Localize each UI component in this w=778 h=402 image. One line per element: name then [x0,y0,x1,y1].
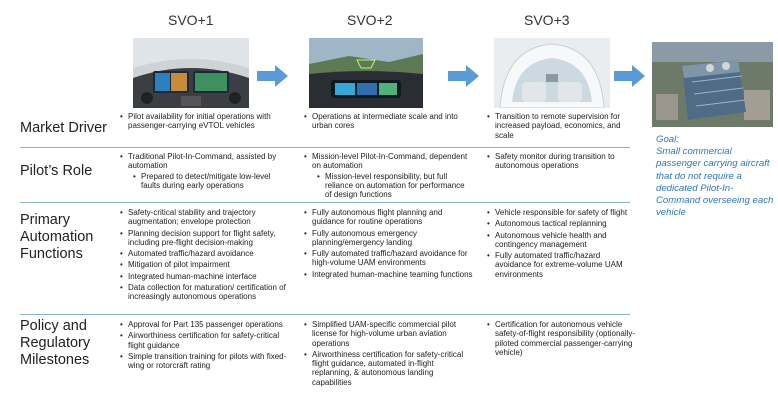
cell-policy-svo2 [303,320,473,389]
right-arrow-icon [448,64,480,93]
bullet-text: Fully autonomous emergency planning/emergency landing [312,228,417,247]
bullet-item [119,260,289,269]
bullet-text: Airworthiness certification for safety-critical flight guidance, automated in-flight replanning, & autonomous landing capabilities [312,349,464,387]
bullet-item [119,249,289,258]
row-label-pilots-role: Pilot’s Role [20,163,93,179]
sub-bullet-text: • Mission-level responsibility, but full reliance on automation for performance of design functions [316,172,473,200]
row-divider [20,147,630,148]
cell-market-driver-svo1 [119,112,289,133]
bullet-text: Planning decision support for flight safety, including pre-flight decision-making [128,228,276,247]
bullet-item [486,112,636,140]
cell-pilots-role-svo1 [119,152,289,192]
bullet-item [303,249,473,268]
row-label-policy-milestones: Policy and Regulatory Milestones [20,318,91,368]
sub-bullet-text: • Prepared to detect/mitigate low-level faults during early operations [132,172,289,191]
bullet-text: Autonomous vehicle health and contingency management [495,230,607,249]
bullet-text: Safety-critical stability and trajectory augmentation; envelope protection [128,208,256,227]
stage-title-svo3: SVO+3 [524,12,570,28]
stage-title-svo1: SVO+1 [168,12,214,28]
bullet-item [486,251,636,279]
bullet-text: Safety monitor during transition to autonomous operations [495,152,615,171]
right-arrow-icon [257,64,289,93]
stage-title-svo2: SVO+2 [347,12,393,28]
cell-automation-svo3 [486,208,636,281]
bullet-text: Traditional Pilot-In-Command, assisted by automation [128,152,277,171]
bullet-text: Approval for Part 135 passenger operations [128,320,283,329]
row-label-primary-automation-functions: Primary Automation Functions [20,212,94,262]
bullet-text: Operations at intermediate scale and into urban cores [312,112,458,131]
cell-market-driver-svo3 [486,112,636,142]
bullet-text: Fully autonomous flight planning and guidance for routine operations [312,208,443,227]
cell-pilots-role-svo2 [303,152,473,201]
bullet-item [303,152,473,199]
bullet-item [119,229,289,248]
cell-automation-svo1 [119,208,289,304]
bullet-item [119,208,289,227]
bullet-text: Mitigation of pilot impairment [128,260,230,270]
bullet-item [486,219,636,228]
bullet-item [119,283,289,302]
cockpit-display-image [133,38,249,108]
bullet-text: Simplified UAM-specific commercial pilot license for high-volume urban aviation operations [312,320,457,348]
augmented-reality-cockpit-image [309,38,423,108]
bullet-text: Pilot availability for initial operations with passenger-carrying eVTOL vehicles [128,112,271,131]
bullet-item [119,352,289,371]
bullet-item [303,350,473,387]
bullet-text: Autonomous tactical replanning [495,219,607,229]
cell-policy-svo1 [119,320,289,372]
bullet-item [303,320,473,348]
bullet-text: Integrated human-machine teaming functions [312,269,473,279]
cell-pilots-role-svo3 [486,152,636,173]
bullet-text: Integrated human-machine interface [128,271,257,281]
bullet-text: Transition to remote supervision for increased payload, economics, and scale [495,112,621,140]
bullet-item [119,320,289,329]
urban-vertiport-aerial-image [652,42,773,127]
bullet-text: Vehicle responsible for safety of flight [495,208,628,217]
bullet-text: Certification for autonomous vehicle safety-of-flight responsibility (optionally-piloted commercial passenger-carrying vehicle) [495,320,636,357]
bullet-text: Fully automated traffic/hazard avoidance for extreme-volume UAM environments [495,251,623,279]
bullet-text: Data collection for maturation/ certification of increasingly autonomous operations [128,283,286,302]
bullet-item [486,231,636,250]
bullet-text: Airworthiness certification for safety-critical flight guidance [128,331,280,350]
cell-market-driver-svo2 [303,112,473,133]
right-arrow-icon [614,64,646,93]
bullet-item [486,320,636,357]
passenger-cabin-image [494,38,610,108]
bullet-text: Automated traffic/hazard avoidance [128,249,254,259]
cell-policy-svo3 [486,320,636,359]
bullet-item [303,112,473,131]
bullet-text: Mission-level Pilot-In-Command, dependent on automation [312,152,468,171]
bullet-item [303,229,473,248]
bullet-item [119,331,289,350]
bullet-item [486,152,636,171]
row-divider [20,314,630,315]
bullet-text: Fully automated traffic/hazard avoidance for high-volume UAM environments [312,249,468,268]
bullet-item [303,208,473,227]
bullet-item [119,112,289,131]
goal-text: Goal: Small commercial passenger carrying aircraft that do not require a dedicated Pilot-In-Command overseeing each vehicle [656,134,774,219]
bullet-item [303,270,473,279]
row-label-market-driver: Market Driver [20,120,108,136]
cell-automation-svo2 [303,208,473,281]
row-divider [20,202,630,203]
bullet-item [119,152,289,190]
bullet-item [486,208,636,217]
bullet-item [119,272,289,281]
bullet-text: Simple transition training for pilots with fixed-wing or rotorcraft rating [128,351,287,371]
